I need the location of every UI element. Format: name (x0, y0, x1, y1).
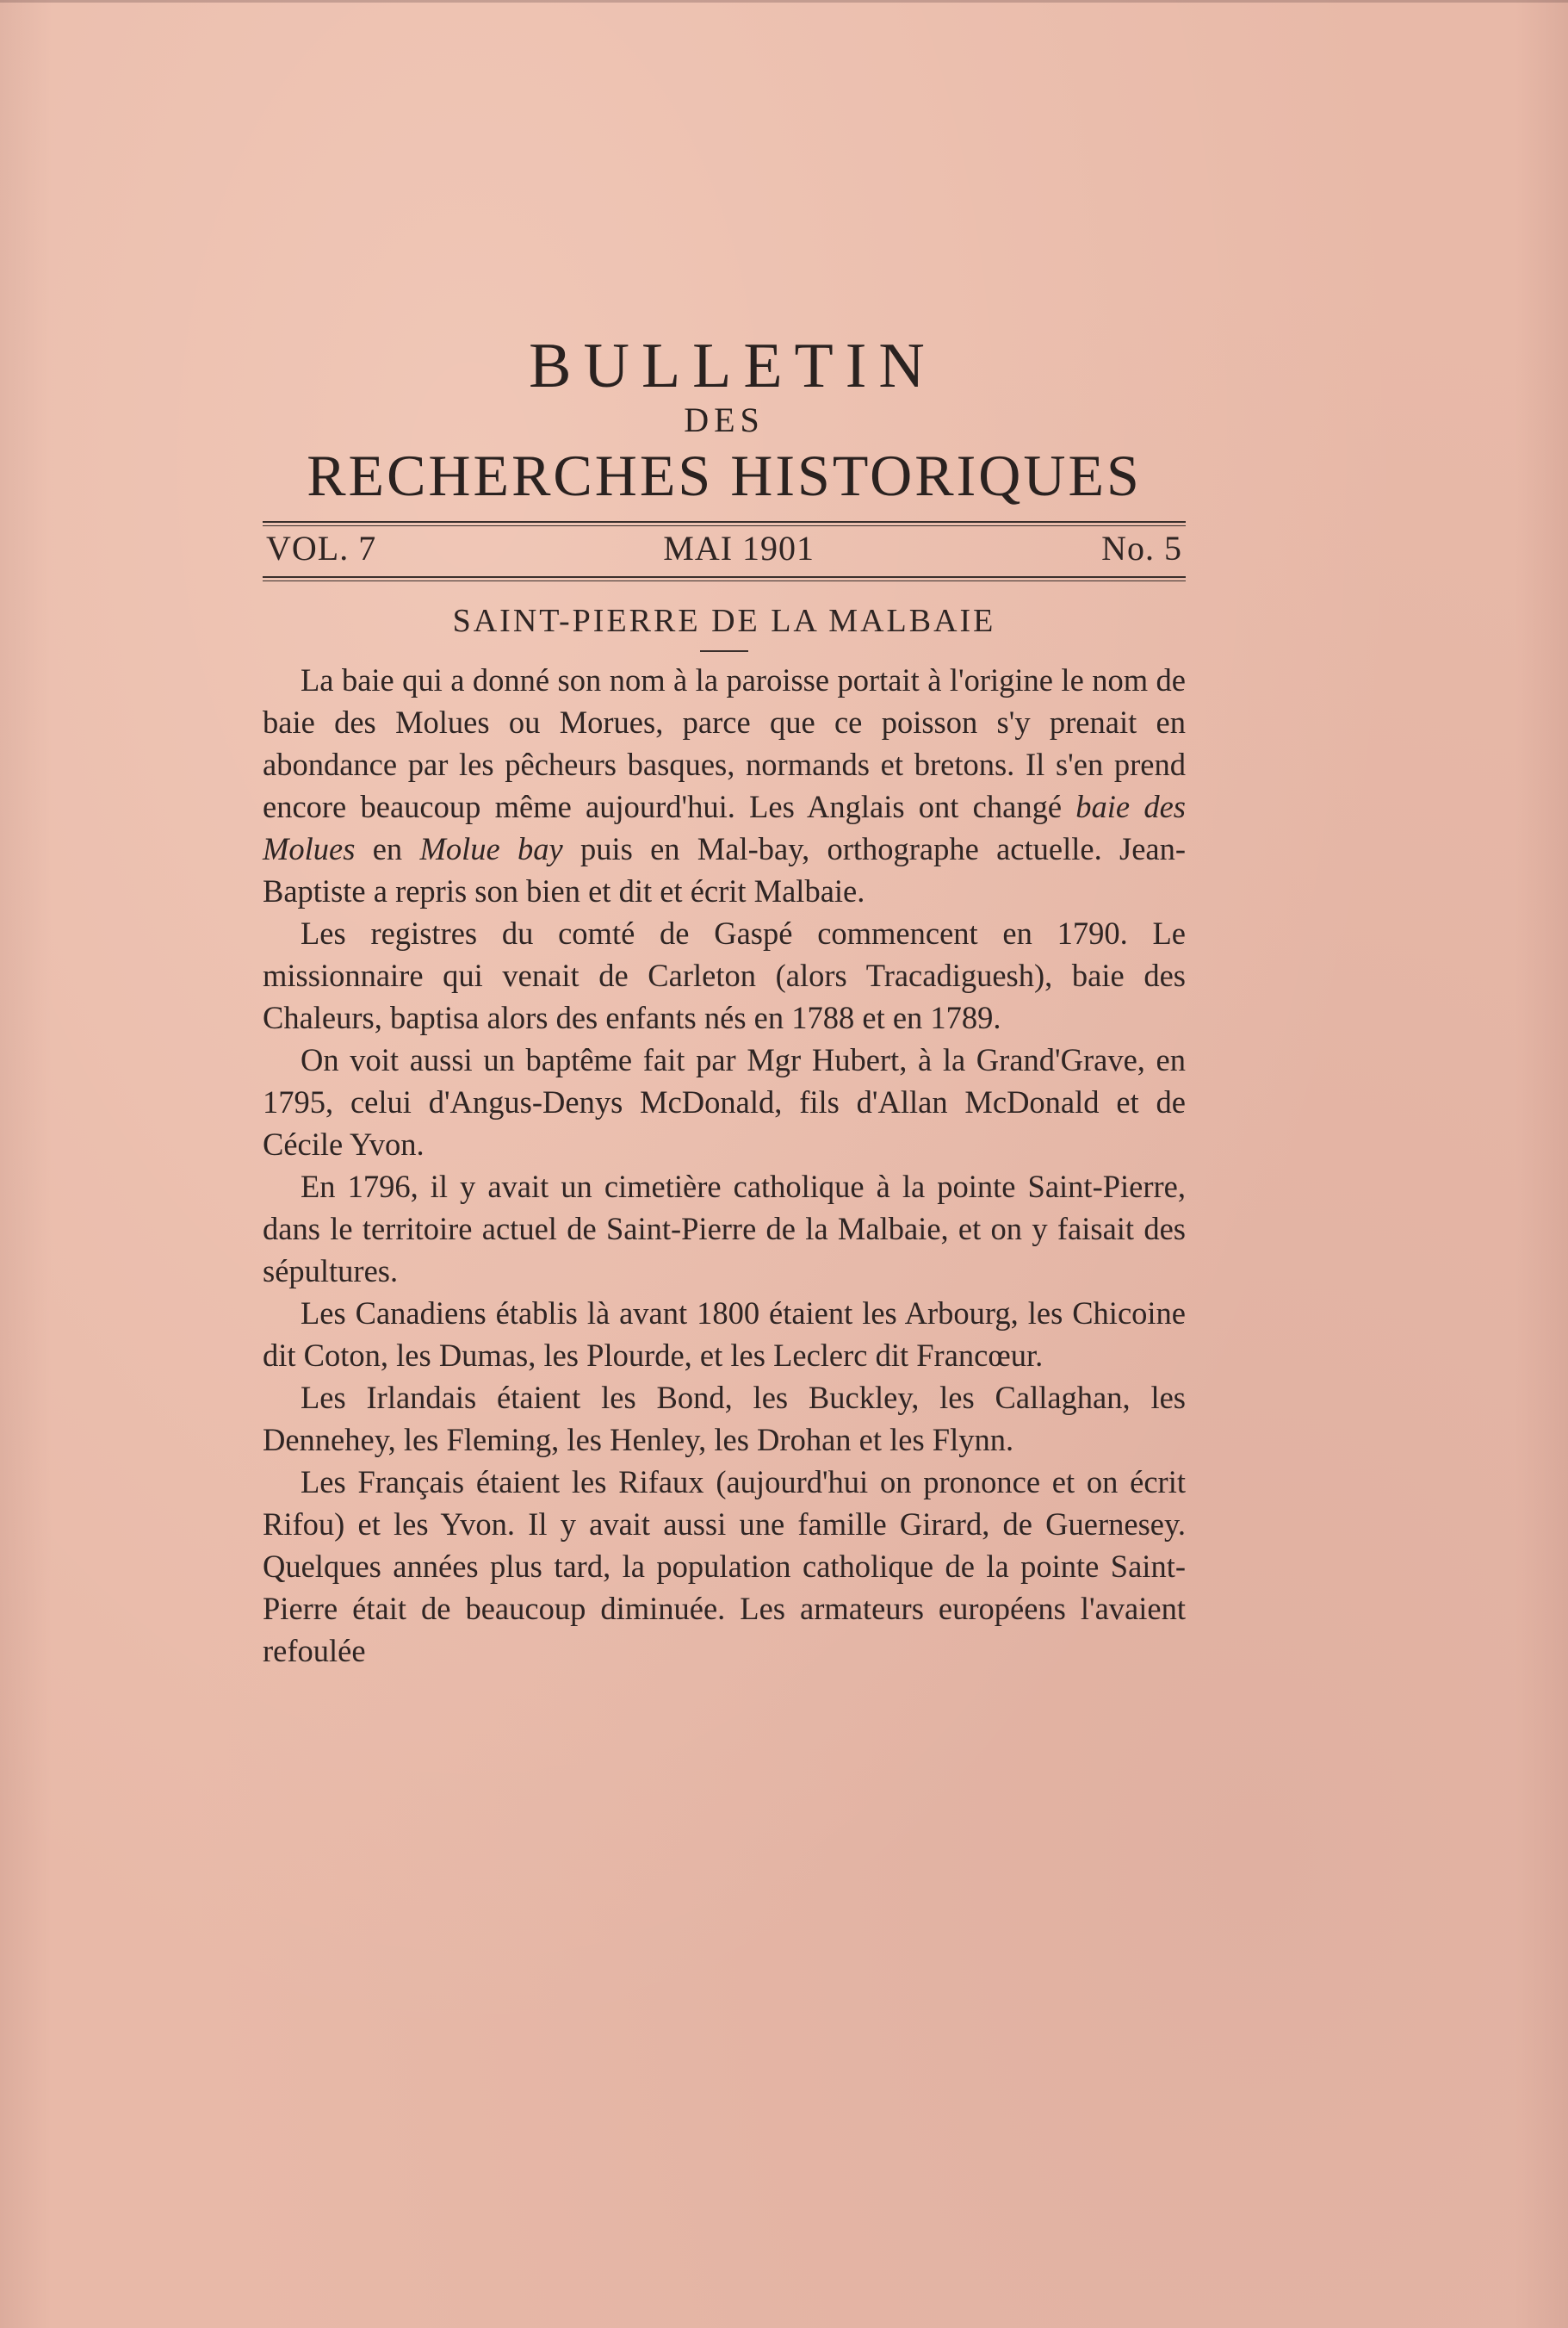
paragraph-2: Les registres du comté de Gaspé commencent en 1790. Le missionnaire qui venait de Carleton (alors Tracadiguesh), baie des Chaleurs, baptisa alors des enfants nés en 1788 et en 1789. (263, 916, 1186, 1035)
paragraph-1-text-b: en (355, 831, 420, 866)
paragraph-4: En 1796, il y avait un cimetière catholique à la pointe Saint-Pierre, dans le territoire actuel de Saint-Pierre de la Malbaie, et on y faisait des sépultures. (263, 1169, 1186, 1288)
journal-title: BULLETIN (529, 331, 937, 401)
document-page (263, 332, 1186, 1672)
paragraph-1 (263, 659, 1186, 912)
article-body (263, 659, 1186, 1672)
paragraph-7: Les Français étaient les Rifaux (aujourd'hui on prononce et on écrit Rifou) et les Yvon. Il y avait aussi une famille Girard, de Guernesey. Quelques années plus tard, la population catholique de la pointe Saint-Pierre était de beaucoup diminuée. Les armateurs européens l'avaient refoulée (263, 1464, 1186, 1668)
paragraph-1-italic-2: Molue bay (419, 831, 563, 866)
volume-number: VOL. 7 (266, 529, 377, 568)
article-title: SAINT-PIERRE DE LA MALBAIE (452, 603, 996, 639)
issue-date: MAI 1901 (663, 529, 815, 568)
paragraph-1-italic-1: baie des Molues (263, 789, 1186, 866)
paragraph-1-text-a: La baie qui a donné son nom à la paroisse portait à l'origine le nom de baie des Molues ou Morues, parce que ce poisson s'y prenait en abondance par les pêcheurs basques, normands et bretons. Il s'en prend encore beaucoup même aujourd'hui. Les Anglais ont changé (263, 662, 1186, 824)
paragraph-3: On voit aussi un baptême fait par Mgr Hubert, à la Grand'Grave, en 1795, celui d'Angus-Denys McDonald, fils d'Allan McDonald et de Cécile Yvon. (263, 1042, 1186, 1162)
journal-title-des: DES (684, 400, 765, 439)
issue-info-line (263, 526, 1186, 568)
paragraph-6: Les Irlandais étaient les Bond, les Buckley, les Callaghan, les Dennehey, les Fleming, les Henley, les Drohan et les Flynn. (263, 1380, 1186, 1457)
issue-number: No. 5 (1101, 529, 1182, 568)
masthead-rule-bottom (263, 576, 1186, 581)
paragraph-5: Les Canadiens établis là avant 1800 étaient les Arbourg, les Chicoine dit Coton, les Dumas, les Plourde, et les Leclerc dit Francœur. (263, 1295, 1186, 1373)
masthead (263, 332, 1186, 509)
paragraph-1-text-c: puis en Mal-bay, orthographe actuelle. Jean-Baptiste a repris son bien et dit et écrit Malbaie. (263, 831, 1186, 909)
page-edge-rule (0, 0, 1568, 3)
journal-subtitle: RECHERCHES HISTORIQUES (307, 443, 1142, 508)
title-divider (700, 650, 748, 652)
